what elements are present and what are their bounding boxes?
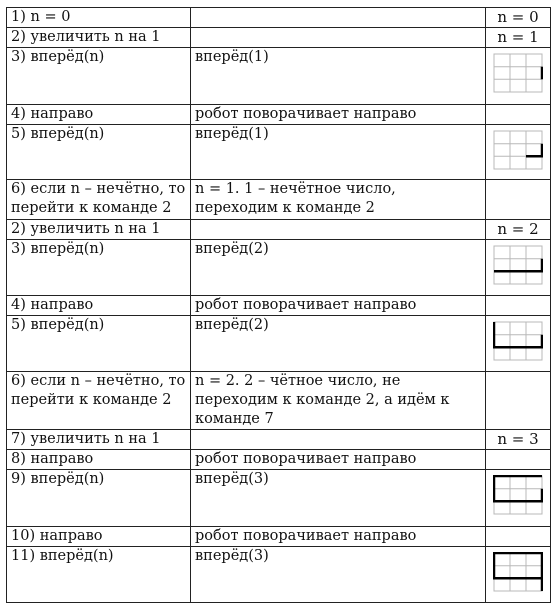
comment-cell: вперёд(2) [191, 316, 486, 372]
table-row [7, 430, 551, 450]
value-cell [486, 527, 551, 547]
command-cell: 5) вперёд(n) [7, 316, 191, 372]
robot-path-grid [493, 475, 543, 515]
table-row [7, 220, 551, 240]
value-cell [486, 372, 551, 430]
value-cell: n = 0 [486, 8, 551, 28]
table-row [7, 450, 551, 470]
comment-cell: робот поворачивает направо [191, 527, 486, 547]
comment-cell: робот поворачивает направо [191, 296, 486, 316]
comment-cell: вперёд(3) [191, 547, 486, 603]
comment-cell [191, 28, 486, 48]
grid-cell [486, 48, 551, 105]
command-cell: 8) направо [7, 450, 191, 470]
command-cell: 7) увеличить n на 1 [7, 430, 191, 450]
table-row [7, 48, 551, 105]
table-row [7, 372, 551, 430]
value-cell: n = 2 [486, 220, 551, 240]
command-cell: 9) вперёд(n) [7, 470, 191, 527]
value-cell [486, 450, 551, 470]
comment-cell: n = 2. 2 – чётное число, не переходим к команде 2, а идём к команде 7 [191, 372, 486, 430]
value-cell [486, 105, 551, 125]
comment-cell: робот поворачивает направо [191, 105, 486, 125]
table-row [7, 125, 551, 180]
algorithm-trace-table [6, 7, 551, 603]
robot-path-grid [493, 321, 543, 361]
table-row [7, 296, 551, 316]
robot-path-grid [493, 552, 543, 592]
comment-cell: вперёд(2) [191, 240, 486, 296]
table-row [7, 105, 551, 125]
command-cell: 5) вперёд(n) [7, 125, 191, 180]
grid-cell [486, 125, 551, 180]
comment-cell: n = 1. 1 – нечётное число, переходим к команде 2 [191, 180, 486, 220]
command-cell: 11) вперёд(n) [7, 547, 191, 603]
command-cell: 3) вперёд(n) [7, 48, 191, 105]
command-cell: 3) вперёд(n) [7, 240, 191, 296]
table-row [7, 470, 551, 527]
grid-cell [486, 470, 551, 527]
comment-cell: вперёд(1) [191, 125, 486, 180]
table-row [7, 547, 551, 603]
robot-path-grid [493, 245, 543, 285]
table-row [7, 240, 551, 296]
command-cell: 2) увеличить n на 1 [7, 28, 191, 48]
comment-cell [191, 8, 486, 28]
comment-cell: вперёд(1) [191, 48, 486, 105]
grid-cell [486, 316, 551, 372]
value-cell: n = 1 [486, 28, 551, 48]
comment-cell [191, 430, 486, 450]
value-cell [486, 296, 551, 316]
command-cell: 4) направо [7, 105, 191, 125]
grid-cell [486, 240, 551, 296]
robot-path-grid [493, 130, 543, 170]
command-cell: 4) направо [7, 296, 191, 316]
grid-cell [486, 547, 551, 603]
table-row [7, 180, 551, 220]
comment-cell: робот поворачивает направо [191, 450, 486, 470]
table-row [7, 28, 551, 48]
command-cell: 6) если n – нечётно, то перейти к команде 2 [7, 372, 191, 430]
value-cell [486, 180, 551, 220]
command-cell: 6) если n – нечётно, то перейти к команде 2 [7, 180, 191, 220]
robot-path-grid [493, 53, 543, 93]
comment-cell: вперёд(3) [191, 470, 486, 527]
table-row [7, 527, 551, 547]
value-cell: n = 3 [486, 430, 551, 450]
command-cell: 10) направо [7, 527, 191, 547]
comment-cell [191, 220, 486, 240]
command-cell: 2) увеличить n на 1 [7, 220, 191, 240]
command-cell: 1) n = 0 [7, 8, 191, 28]
table-row [7, 316, 551, 372]
table-row [7, 8, 551, 28]
